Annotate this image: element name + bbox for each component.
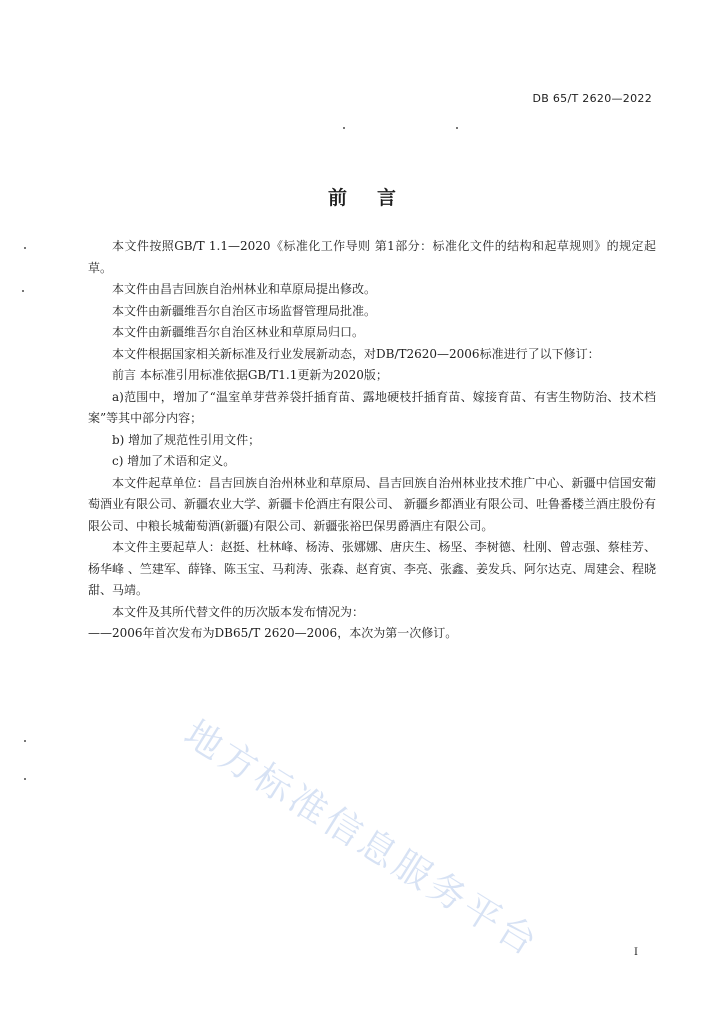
paragraph-revision-c: c) 增加了术语和定义。 <box>112 454 236 468</box>
paragraph-revision-foreword: 前言 本标准引用标准依据GB/T1.1更新为2020版； <box>112 368 388 382</box>
paragraph-approver: 本文件由新疆维吾尔自治区市场监督管理局批准。 <box>112 303 377 318</box>
paragraph-drafters: 本文件主要起草人：赵挺、杜林峰、杨涛、张娜娜、唐庆生、杨坚、李树德、杜刚、曾志强、蔡桂芳、杨华峰 、竺建军、薛锋、陈玉宝、马莉涛、张森、赵育寅、李亮、张鑫、姜发兵、阿尔达克、周建会、程晓甜、马靖。 <box>88 540 656 597</box>
watermark: 地方标准信息服务平台 <box>176 711 548 966</box>
paragraph-responsible: 本文件由新疆维吾尔自治区林业和草原局归口。 <box>112 325 365 339</box>
section-heading: 前言 <box>327 187 426 209</box>
paragraph-drafting-units: 本文件起草单位：昌吉回族自治州林业和草原局、昌吉回族自治州林业技术推广中心、新疆中信国安葡萄酒业有限公司、新疆农业大学、新疆卡伦酒庄有限公司、 新疆乡都酒业有限公司、吐鲁番楼兰酒庄股份有限公司、中粮长城葡萄酒(新疆)有限公司、新疆张裕巴保男爵酒庄有限公司。 <box>88 475 656 533</box>
scan-speck <box>22 290 24 292</box>
paragraph-revision-intro: 本文件根据国家相关新标准及行业发展新动态，对DB/T2620—2006标准进行了以下修订： <box>112 346 600 361</box>
paragraph-revision-a: a)范围中，增加了“温室单芽营养袋扦插育苗、露地硬枝扦插育苗、嫁接育苗、有害生物防治、技术档案”等其中部分内容； <box>88 389 656 425</box>
paragraph-drafting-rules: 本文件按照GB/T 1.1—2020《标准化工作导则 第1部分：标准化文件的结构和起草规则》的规定起草。 <box>88 239 656 275</box>
paragraph-history-intro: 本文件及其所代替文件的历次版本发布情况为： <box>112 604 365 619</box>
paragraph-proposer: 本文件由昌吉回族自治州林业和草原局提出修改。 <box>112 282 377 296</box>
paragraph-revision-b: b) 增加了规范性引用文件； <box>112 432 261 447</box>
standard-code: DB 65/T 2620—2022 <box>532 92 652 105</box>
body-text <box>88 236 656 645</box>
scan-speck <box>343 127 345 129</box>
paragraph-history-entry: ——2006年首次发布为DB65/T 2620—2006，本次为第一次修订。 <box>88 626 458 640</box>
scan-speck <box>24 778 26 780</box>
scan-speck <box>24 247 26 249</box>
page-number: I <box>634 947 638 958</box>
scan-speck <box>24 740 26 742</box>
scan-speck <box>456 127 458 129</box>
